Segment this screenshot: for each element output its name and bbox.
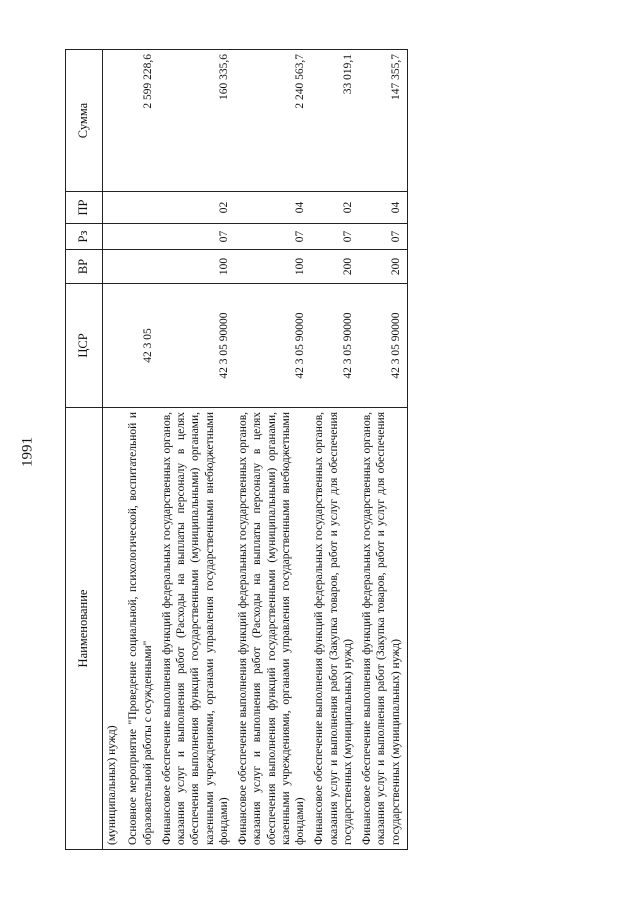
header-vr: ВР: [66, 250, 103, 284]
row-rz: [125, 224, 159, 250]
row-csr: [103, 284, 126, 408]
row-rz: [103, 224, 126, 250]
row-rz: 07: [235, 224, 311, 250]
table-header-row: [66, 50, 103, 850]
table-row: [359, 50, 407, 850]
row-csr: 42 3 05 90000: [235, 284, 311, 408]
row-csr: 42 3 05 90000: [359, 284, 407, 408]
row-vr: 200: [359, 250, 407, 284]
table-row: [103, 50, 126, 850]
row-csr: 42 3 05 90000: [159, 284, 235, 408]
row-vr: 100: [159, 250, 235, 284]
row-sum: 147 355,7: [359, 50, 407, 192]
budget-table: [65, 49, 408, 850]
row-sum: 2 599 228,6: [125, 50, 159, 192]
row-vr: [125, 250, 159, 284]
row-name: Финансовое обеспечение выполнения функций федеральных государственных органов, оказания услуг и выполнения работ (Закупка товаров, работ и услуг для обеспечения государственных (муниципальных) нужд): [311, 408, 359, 850]
row-sum: 33 019,1: [311, 50, 359, 192]
table-row: [159, 50, 235, 850]
row-sum: 2 240 563,7: [235, 50, 311, 192]
header-rz: Рз: [66, 224, 103, 250]
row-rz: 07: [359, 224, 407, 250]
row-pr: [125, 192, 159, 224]
row-name: Финансовое обеспечение выполнения функций федеральных государственных органов, оказания услуг и выполнения работ (Расходы на выплаты персоналу в целях обеспечения выполнения функций государственными (муниципальными) органами, казенными учреждениями, органами управления государственными внебюджетными фондами): [159, 408, 235, 850]
header-name: Наименование: [66, 408, 103, 850]
row-name: Финансовое обеспечение выполнения функций федеральных государственных органов, оказания услуг и выполнения работ (Расходы на выплаты персоналу в целях обеспечения выполнения функций государственными (муниципальными) органами, казенными учреждениями, органами управления государственными внебюджетными фондами): [235, 408, 311, 850]
row-pr: [103, 192, 126, 224]
row-rz: 07: [311, 224, 359, 250]
page-number: 1991: [19, 437, 36, 467]
row-name: (муниципальных) нужд): [103, 408, 126, 850]
row-name: Основное мероприятие "Проведение социальной, психологической, воспитательной и образовательной работы с осужденными": [125, 408, 159, 850]
row-sum: [103, 50, 126, 192]
table-row: [235, 50, 311, 850]
header-sum: Сумма: [66, 50, 103, 192]
header-pr: ПР: [66, 192, 103, 224]
rotated-page-content: [65, 50, 620, 850]
row-name: Финансовое обеспечение выполнения функций федеральных государственных органов, оказания услуг и выполнения работ (Закупка товаров, работ и услуг для обеспечения государственных (муниципальных) нужд): [359, 408, 407, 850]
row-csr: 42 3 05: [125, 284, 159, 408]
header-csr: ЦСР: [66, 284, 103, 408]
row-sum: 160 335,6: [159, 50, 235, 192]
row-vr: [103, 250, 126, 284]
row-csr: 42 3 05 90000: [311, 284, 359, 408]
row-pr: 02: [311, 192, 359, 224]
row-pr: 04: [359, 192, 407, 224]
row-vr: 100: [235, 250, 311, 284]
row-pr: 04: [235, 192, 311, 224]
table-row: [311, 50, 359, 850]
row-vr: 200: [311, 250, 359, 284]
row-rz: 07: [159, 224, 235, 250]
row-pr: 02: [159, 192, 235, 224]
table-row: [125, 50, 159, 850]
